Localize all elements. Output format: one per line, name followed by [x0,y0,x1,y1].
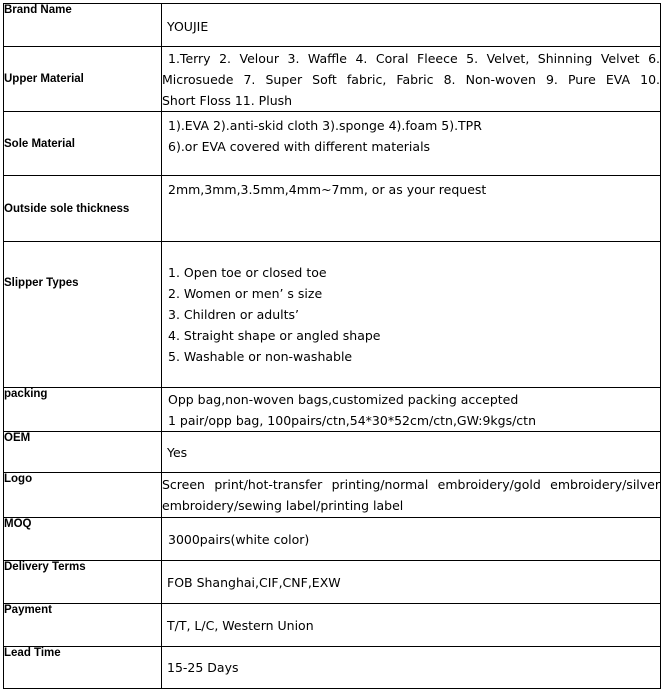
outside-sole-thickness-label: Outside sole thickness [4,176,162,242]
upper-material-line-2: Microsuede 7. Super Soft fabric, Fabric 8. Non-woven 9. Pure EVA 10. [162,72,660,87]
logo-label: Logo [4,473,162,518]
sole-material-label: Sole Material [4,112,162,176]
table-row [4,4,661,47]
moq-text: 3000pairs(white color) [168,531,310,547]
logo-value [162,473,661,518]
lead-time-label: Lead Time [4,647,162,689]
table-row [4,112,661,176]
lead-time-value [162,647,661,689]
oem-label: OEM [4,432,162,473]
payment-text: T/T, L/C, Western Union [167,617,314,633]
payment-value [162,604,661,647]
slipper-type-item: 1. Open toe or closed toe [168,265,327,280]
upper-material-value [162,47,661,112]
upper-material-line-1: 1.Terry 2. Velour 3. Waffle 4. Coral Fleece 5. Velvet, Shinning Velvet 6. [168,51,660,66]
upper-material-label: Upper Material [4,47,162,112]
product-spec-table [3,3,661,689]
packing-line-1: Opp bag,non-woven bags,customized packing accepted [168,392,519,407]
table-row [4,388,661,432]
table-row [4,242,661,388]
logo-line-2: embroidery/sewing label/printing label [162,498,404,513]
oem-text: Yes [167,444,188,460]
table-row [4,647,661,689]
table-row [4,561,661,604]
slipper-types-label: Slipper Types [4,242,162,388]
table-row [4,47,661,112]
delivery-terms-text: FOB Shanghai,CIF,CNF,EXW [167,574,341,590]
logo-line-1: Screen print/hot-transfer printing/normal embroidery/gold embroidery/silver [162,477,660,492]
packing-value [162,388,661,432]
oem-value [162,432,661,473]
upper-material-line-3: Short Floss 11. Plush [162,93,293,108]
brand-name-text: YOUJIE [167,19,209,34]
outside-sole-thickness-value [162,176,661,242]
packing-label: packing [4,388,162,432]
payment-label: Payment [4,604,162,647]
delivery-terms-value [162,561,661,604]
slipper-type-item: 5. Washable or non-washable [168,349,353,364]
table-row [4,176,661,242]
table-row [4,604,661,647]
packing-line-2: 1 pair/opp bag, 100pairs/ctn,54*30*52cm/ctn,GW:9kgs/ctn [168,413,536,428]
slipper-types-value [162,242,661,388]
sole-material-value [162,112,661,176]
lead-time-text: 15-25 Days [167,660,239,675]
moq-value [162,518,661,561]
table-row [4,518,661,561]
slipper-type-item: 3. Children or adults’ [168,307,300,322]
moq-label: MOQ [4,518,162,561]
brand-name-label: Brand Name [4,4,162,47]
sole-material-line-2: 6).or EVA covered with different materials [168,139,431,154]
table-row [4,473,661,518]
outside-sole-thickness-text: 2mm,3mm,3.5mm,4mm~7mm, or as your request [168,182,487,197]
slipper-type-item: 4. Straight shape or angled shape [168,328,381,343]
table-row [4,432,661,473]
brand-name-value [162,4,661,47]
delivery-terms-label: Delivery Terms [4,561,162,604]
slipper-type-item: 2. Women or men’ s size [168,286,323,301]
sole-material-line-1: 1).EVA 2).anti-skid cloth 3).sponge 4).foam 5).TPR [168,118,482,133]
